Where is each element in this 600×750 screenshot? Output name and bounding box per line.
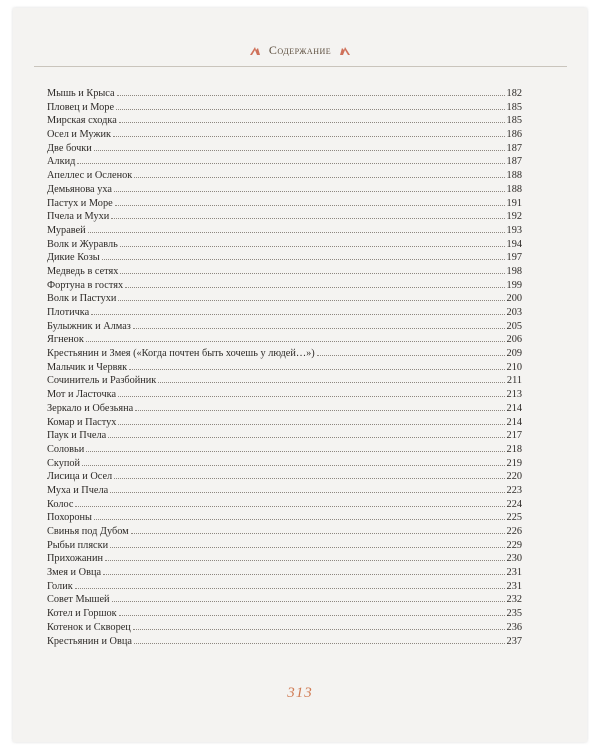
dot-leader <box>117 94 505 96</box>
dot-leader <box>88 231 505 233</box>
dot-leader <box>110 491 504 493</box>
toc-entry <box>47 402 522 416</box>
dot-leader <box>113 135 505 137</box>
toc-entry-page: 188 <box>506 183 522 195</box>
toc-entry-title: Прихожанин <box>47 553 103 565</box>
toc-entry-page: 206 <box>506 334 522 346</box>
toc-entry-title: Осел и Мужик <box>47 129 112 141</box>
toc-entry-title: Пастух и Море <box>47 197 113 209</box>
dot-leader <box>75 587 505 589</box>
toc-entry-page: 193 <box>506 224 522 236</box>
toc-entry <box>47 224 522 238</box>
toc-entry-page: 214 <box>506 402 522 414</box>
dot-leader <box>115 204 505 206</box>
toc-entry-title: Две бочки <box>47 142 92 154</box>
toc-entry-page: 232 <box>506 594 522 606</box>
toc-entry <box>47 183 522 197</box>
toc-entry-title: Совет Мышей <box>47 594 110 606</box>
toc-entry-title: Свинья под Дубом <box>47 526 129 537</box>
toc-entry <box>47 265 522 279</box>
dot-leader <box>102 258 505 260</box>
toc-entry <box>47 128 522 142</box>
toc-entry <box>47 635 522 649</box>
toc-entry-title: Котенок и Скворец <box>47 621 131 633</box>
toc-entry-title: Скупой <box>47 457 81 469</box>
toc-entry <box>47 155 522 169</box>
dot-leader <box>111 217 504 219</box>
toc-entry-page: 185 <box>506 115 522 127</box>
toc-entry-page: 220 <box>506 471 522 483</box>
dot-leader <box>317 354 505 356</box>
dot-leader <box>120 245 505 247</box>
dot-leader <box>158 381 505 383</box>
dot-leader <box>134 642 505 644</box>
toc-entry-title: Плотичка <box>47 307 90 318</box>
dot-leader <box>82 464 505 466</box>
toc-entry-title: Зеркало и Обезьяна <box>47 402 134 414</box>
header-rule <box>34 66 567 67</box>
dot-leader <box>119 121 505 123</box>
toc-entry-title: Лисица и Осел <box>47 471 113 483</box>
toc-entry-title: Крестьянин и Овца <box>47 635 132 647</box>
toc-entry-page: 235 <box>506 608 522 620</box>
toc-entry <box>47 484 522 498</box>
toc-entry <box>47 279 522 293</box>
toc-entry-page: 217 <box>506 430 522 442</box>
toc-entry <box>47 457 522 471</box>
toc-entry <box>47 87 522 101</box>
toc-entry-page: 231 <box>506 580 522 592</box>
toc-entry <box>47 114 522 128</box>
toc-entry-page: 187 <box>506 142 522 154</box>
toc-entry-title: Мышь и Крыса <box>47 88 115 99</box>
dot-leader <box>133 628 505 630</box>
toc-entry-title: Дикие Козы <box>47 252 100 264</box>
toc-entry-title: Фортуна в гостях <box>47 279 124 291</box>
toc-entry <box>47 238 522 252</box>
toc-entry-title: Соловьи <box>47 443 85 455</box>
dot-leader <box>112 600 505 602</box>
toc-entry-page: 214 <box>506 416 522 428</box>
dot-leader <box>129 368 504 370</box>
toc-entry <box>47 251 522 265</box>
page-number: 313 <box>287 685 313 701</box>
toc-entry-title: Котел и Горшок <box>47 608 117 620</box>
toc-entry <box>47 470 522 484</box>
table-of-contents <box>47 87 522 648</box>
toc-entry-title: Медведь в сетях <box>47 265 119 277</box>
toc-entry-page: 187 <box>506 156 522 168</box>
toc-entry <box>47 333 522 347</box>
toc-entry-title: Алкид <box>47 156 76 168</box>
toc-entry <box>47 197 522 211</box>
toc-entry <box>47 361 522 375</box>
toc-entry-title: Комар и Пастух <box>47 416 117 428</box>
toc-entry-title: Сочинитель и Разбойник <box>47 375 157 387</box>
toc-entry-title: Мот и Ласточка <box>47 389 117 401</box>
dot-leader <box>118 299 504 301</box>
dot-leader <box>134 176 504 178</box>
toc-entry-page: 203 <box>506 307 522 318</box>
dot-leader <box>131 532 505 534</box>
toc-entry <box>47 142 522 156</box>
dot-leader <box>114 190 505 192</box>
toc-entry-page: 226 <box>506 526 522 537</box>
dot-leader <box>114 477 504 479</box>
toc-entry <box>47 539 522 553</box>
toc-entry-title: Похороны <box>47 512 92 524</box>
book-page <box>13 8 587 742</box>
toc-entry-page: 192 <box>506 211 522 223</box>
toc-entry <box>47 374 522 388</box>
toc-entry <box>47 388 522 402</box>
toc-entry <box>47 498 522 512</box>
dot-leader <box>94 149 505 151</box>
toc-entry <box>47 292 522 306</box>
toc-entry-page: 219 <box>506 457 522 469</box>
dot-leader <box>133 327 505 329</box>
toc-entry-page: 211 <box>506 375 522 387</box>
header-title: Содержание <box>268 42 332 57</box>
toc-entry-title: Мирская сходка <box>47 115 117 127</box>
toc-entry-title: Змея и Овца <box>47 567 102 579</box>
toc-entry-title: Муха и Пчела <box>47 484 109 496</box>
toc-entry-page: 194 <box>506 238 522 250</box>
toc-entry-page: 236 <box>506 621 522 633</box>
toc-entry-page: 200 <box>506 293 522 305</box>
toc-entry <box>47 525 522 539</box>
toc-entry-title: Крестьянин и Змея («Когда почтен быть хочешь у людей…») <box>47 348 315 360</box>
dot-leader <box>91 313 504 315</box>
toc-entry-page: 237 <box>506 635 522 647</box>
toc-entry-page: 224 <box>506 498 522 510</box>
dot-leader <box>103 573 505 575</box>
toc-entry-page: 210 <box>506 361 522 373</box>
toc-entry-title: Булыжник и Алмаз <box>47 320 131 332</box>
toc-entry <box>47 621 522 635</box>
toc-entry <box>47 580 522 594</box>
dot-leader <box>110 546 504 548</box>
toc-entry-title: Волк и Журавль <box>47 238 118 250</box>
toc-entry <box>47 347 522 361</box>
toc-entry <box>47 443 522 457</box>
toc-entry-page: 229 <box>506 539 522 551</box>
toc-entry-page: 186 <box>506 129 522 141</box>
toc-entry-title: Мальчик и Червяк <box>47 361 128 373</box>
dot-leader <box>118 423 504 425</box>
toc-entry-page: 213 <box>506 389 522 401</box>
dot-leader <box>105 559 505 561</box>
dot-leader <box>135 409 504 411</box>
right-ornament-icon <box>339 44 351 56</box>
toc-entry <box>47 566 522 580</box>
toc-entry <box>47 429 522 443</box>
toc-entry-title: Муравей <box>47 224 86 236</box>
dot-leader <box>108 436 504 438</box>
toc-entry <box>47 306 522 320</box>
toc-entry-page: 231 <box>506 567 522 579</box>
toc-entry-title: Пчела и Мухи <box>47 211 110 223</box>
toc-entry <box>47 607 522 621</box>
dot-leader <box>94 518 505 520</box>
toc-entry-page: 223 <box>506 484 522 496</box>
dot-leader <box>125 286 504 288</box>
toc-entry-page: 205 <box>506 320 522 332</box>
toc-entry-title: Колос <box>47 498 74 510</box>
dot-leader <box>77 162 504 164</box>
toc-entry-page: 218 <box>506 443 522 455</box>
toc-entry <box>47 320 522 334</box>
left-ornament-icon <box>249 44 261 56</box>
toc-entry-page: 185 <box>506 101 522 113</box>
dot-leader <box>116 108 505 110</box>
toc-entry-page: 198 <box>506 265 522 277</box>
toc-entry-title: Пловец и Море <box>47 101 115 113</box>
running-header <box>13 42 587 58</box>
toc-entry <box>47 511 522 525</box>
toc-entry <box>47 416 522 430</box>
toc-entry-title: Голик <box>47 580 73 592</box>
toc-entry-title: Ягненок <box>47 334 84 346</box>
toc-entry-title: Волк и Пастухи <box>47 293 117 305</box>
dot-leader <box>86 450 504 452</box>
toc-entry <box>47 101 522 115</box>
toc-entry-page: 225 <box>506 512 522 524</box>
toc-entry-title: Апеллес и Осленок <box>47 170 133 182</box>
toc-entry <box>47 552 522 566</box>
toc-entry-title: Паук и Пчела <box>47 430 107 442</box>
toc-entry <box>47 169 522 183</box>
toc-entry-title: Рыбьи пляски <box>47 539 109 551</box>
toc-entry-page: 199 <box>506 279 522 291</box>
toc-entry-page: 188 <box>506 170 522 182</box>
toc-entry <box>47 593 522 607</box>
dot-leader <box>120 272 504 274</box>
dot-leader <box>75 505 504 507</box>
toc-entry <box>47 210 522 224</box>
toc-entry-page: 209 <box>506 348 522 360</box>
dot-leader <box>86 340 505 342</box>
toc-entry-page: 230 <box>506 553 522 565</box>
dot-leader <box>118 395 505 397</box>
toc-entry-page: 197 <box>506 252 522 264</box>
toc-entry-title: Демьянова уха <box>47 183 112 195</box>
toc-entry-page: 182 <box>506 88 522 99</box>
dot-leader <box>119 614 505 616</box>
toc-entry-page: 191 <box>506 197 522 209</box>
